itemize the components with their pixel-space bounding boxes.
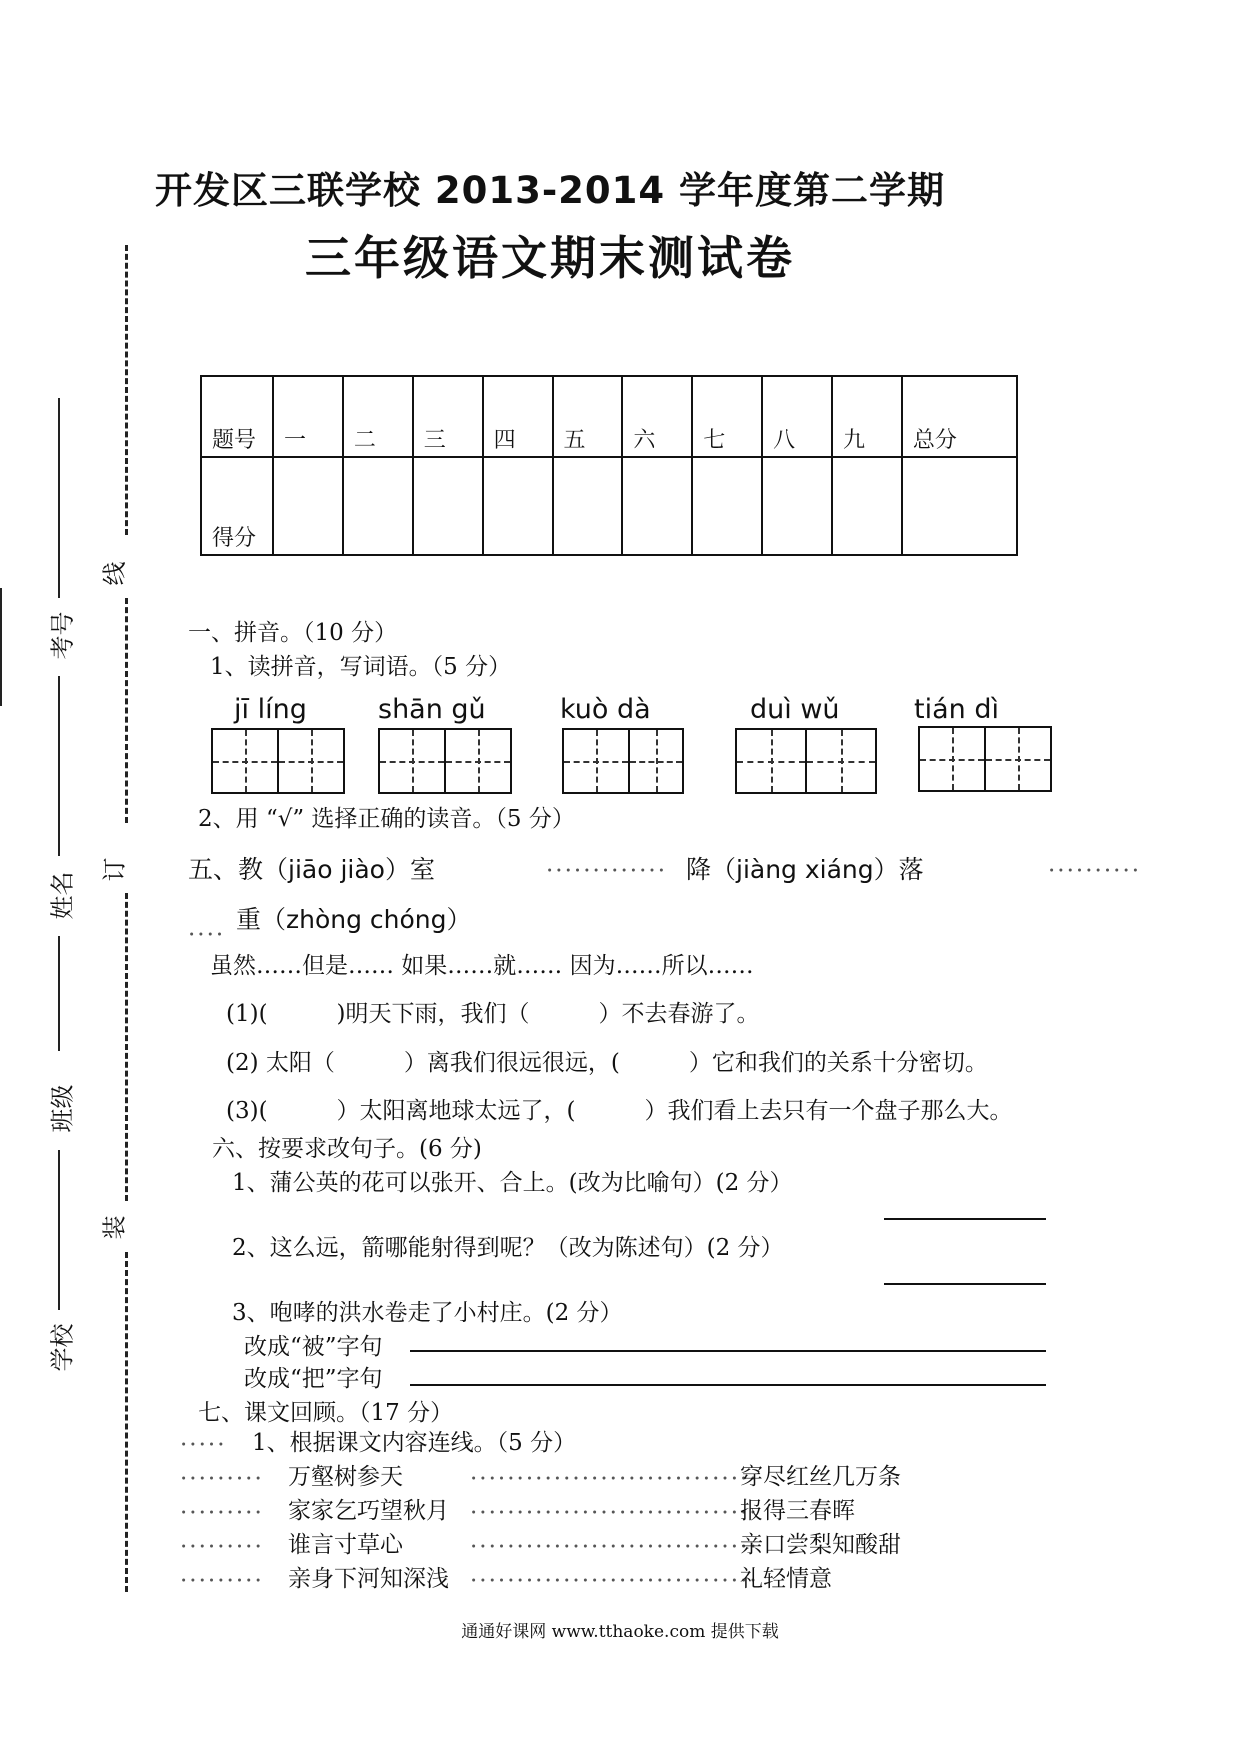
score-table — [200, 375, 1018, 556]
section6-heading: 六、按要求改句子。(6 分) — [212, 1136, 482, 1162]
xuexiao-fill-line — [58, 1150, 60, 1310]
dot-leader: ····· — [180, 1432, 227, 1458]
binding-label-xian: 线 — [100, 561, 129, 586]
conjunction-pairs: 虽然……但是…… 如果……就…… 因为……所以…… — [210, 953, 754, 979]
score-header-cell: 五 — [553, 376, 623, 457]
score-header-cell: 八 — [762, 376, 832, 457]
conjunction-sentence-3[interactable]: (3)( ）太阳离地球太远了，( ）我们看上去只有一个盘子那么大。 — [226, 1098, 1013, 1124]
score-cell[interactable] — [622, 457, 692, 555]
tianzige-box[interactable] — [378, 728, 512, 794]
tianzige-box[interactable] — [211, 728, 345, 794]
score-header-cell: 七 — [692, 376, 762, 457]
score-cell[interactable] — [483, 457, 553, 555]
tone-line-2[interactable]: 重（zhòng chóng） — [236, 905, 472, 934]
binding-label-ding: 订 — [100, 857, 129, 882]
section6-q3: 3、咆哮的洪水卷走了小村庄。(2 分） — [232, 1300, 623, 1326]
answer-line[interactable] — [884, 1218, 1046, 1220]
section7-heading: 七、课文回顾。（17 分） — [198, 1400, 454, 1426]
section6-q3-bei-label: 改成“被”字句 — [244, 1334, 383, 1360]
pinyin-group: jī líng — [234, 694, 307, 725]
section1-q1: 1、读拼音，写词语。（5 分） — [210, 654, 512, 680]
score-header-cell: 总分 — [902, 376, 1017, 457]
binding-dash-line-1 — [125, 245, 128, 535]
binding-label-zhuang: 装 — [100, 1215, 129, 1240]
section1-heading: 一、拼音。（10 分） — [188, 620, 398, 646]
section1-q2: 2、用 “√” 选择正确的读音。（5 分） — [198, 806, 575, 832]
score-cell[interactable] — [832, 457, 902, 555]
pinyin-group: shān gǔ — [378, 694, 486, 725]
score-header-cell: 六 — [622, 376, 692, 457]
field-label-banji: 班级 — [48, 1084, 77, 1133]
conjunction-sentence-2[interactable]: (2) 太阳（ ）离我们很远很远，( ）它和我们的关系十分密切。 — [226, 1050, 988, 1076]
dot-leader: ·········· — [1048, 858, 1142, 884]
dot-leader: ········· — [180, 1500, 264, 1526]
title-line-1: 开发区三联学校 2013-2014 学年度第二学期 — [154, 169, 946, 212]
title-line-2: 三年级语文期末测试卷 — [305, 231, 795, 285]
score-header-cell: 一 — [273, 376, 343, 457]
conjunction-sentence-1[interactable]: (1)( )明天下雨，我们（ ）不去春游了。 — [226, 1001, 760, 1027]
dot-leader: ······························· — [470, 1500, 759, 1526]
score-table-header-row — [201, 376, 1017, 457]
pinyin-group: kuò dà — [560, 694, 651, 725]
dot-leader: ········· — [180, 1568, 264, 1594]
score-cell[interactable] — [273, 457, 343, 555]
match-right-item[interactable]: 报得三春晖 — [740, 1498, 855, 1524]
tone-line-1a[interactable]: 五、教（jiāo jiào）室 — [188, 855, 435, 884]
field-label-xuexiao: 学校 — [48, 1323, 77, 1372]
score-row-label: 得分 — [201, 457, 273, 555]
footer-credit: 通通好课网 www.tthaoke.com 提供下载 — [461, 1622, 779, 1642]
dot-leader: ········· — [180, 1534, 264, 1560]
match-left-item[interactable]: 家家乞巧望秋月 — [288, 1498, 449, 1524]
score-cell[interactable] — [413, 457, 483, 555]
score-cell[interactable] — [553, 457, 623, 555]
pinyin-group: duì wǔ — [750, 694, 840, 725]
score-cell[interactable] — [692, 457, 762, 555]
match-left-item[interactable]: 谁言寸草心 — [288, 1532, 403, 1558]
score-header-cell: 九 — [832, 376, 902, 457]
dot-leader: ············· — [546, 858, 668, 884]
binding-dash-line-2 — [125, 598, 128, 823]
score-header-cell: 四 — [483, 376, 553, 457]
tianzige-box[interactable] — [735, 728, 877, 794]
binding-dash-line-3 — [125, 893, 128, 1201]
banji-fill-line — [58, 936, 60, 1051]
tone-line-1b[interactable]: 降（jiàng xiáng）落 — [686, 855, 924, 884]
score-header-cell: 题号 — [201, 376, 273, 457]
dot-leader: ······························· — [470, 1534, 759, 1560]
match-left-item[interactable]: 万壑树参天 — [288, 1464, 403, 1490]
match-right-item[interactable]: 穿尽红丝几万条 — [740, 1464, 901, 1490]
field-label-kaohao: 考号 — [48, 611, 77, 660]
dot-leader: ········· — [180, 1466, 264, 1492]
score-cell[interactable] — [762, 457, 832, 555]
tianzige-box[interactable] — [562, 728, 684, 794]
section6-q3-ba-label: 改成“把”字句 — [244, 1366, 383, 1392]
score-header-cell: 三 — [413, 376, 483, 457]
tianzige-box[interactable] — [918, 726, 1052, 792]
section7-q1: 1、根据课文内容连线。（5 分） — [252, 1430, 577, 1456]
score-header-cell: 二 — [343, 376, 413, 457]
match-right-item[interactable]: 亲口尝梨知酸甜 — [740, 1532, 901, 1558]
score-cell[interactable] — [343, 457, 413, 555]
section6-q1: 1、蒲公英的花可以张开、合上。(改为比喻句）(2 分） — [232, 1170, 793, 1196]
score-table-score-row — [201, 457, 1017, 555]
edge-line — [0, 588, 2, 706]
section6-q2: 2、这么远，箭哪能射得到呢？（改为陈述句）(2 分） — [232, 1235, 784, 1261]
kaohao-fill-line — [58, 398, 60, 598]
dot-leader: ······························· — [470, 1466, 759, 1492]
answer-line-bei[interactable] — [410, 1350, 1046, 1352]
dot-leader: ······························· — [470, 1568, 759, 1594]
xingming-fill-line — [58, 676, 60, 856]
answer-line[interactable] — [884, 1283, 1046, 1285]
match-right-item[interactable]: 礼轻情意 — [740, 1566, 832, 1592]
field-label-xingming: 姓名 — [48, 871, 77, 920]
pinyin-group: tián dì — [914, 694, 999, 725]
score-cell[interactable] — [902, 457, 1017, 555]
binding-dash-line-4 — [125, 1252, 128, 1592]
dot-leader: ···· — [188, 922, 226, 948]
match-left-item[interactable]: 亲身下河知深浅 — [288, 1566, 449, 1592]
answer-line-ba[interactable] — [410, 1384, 1046, 1386]
